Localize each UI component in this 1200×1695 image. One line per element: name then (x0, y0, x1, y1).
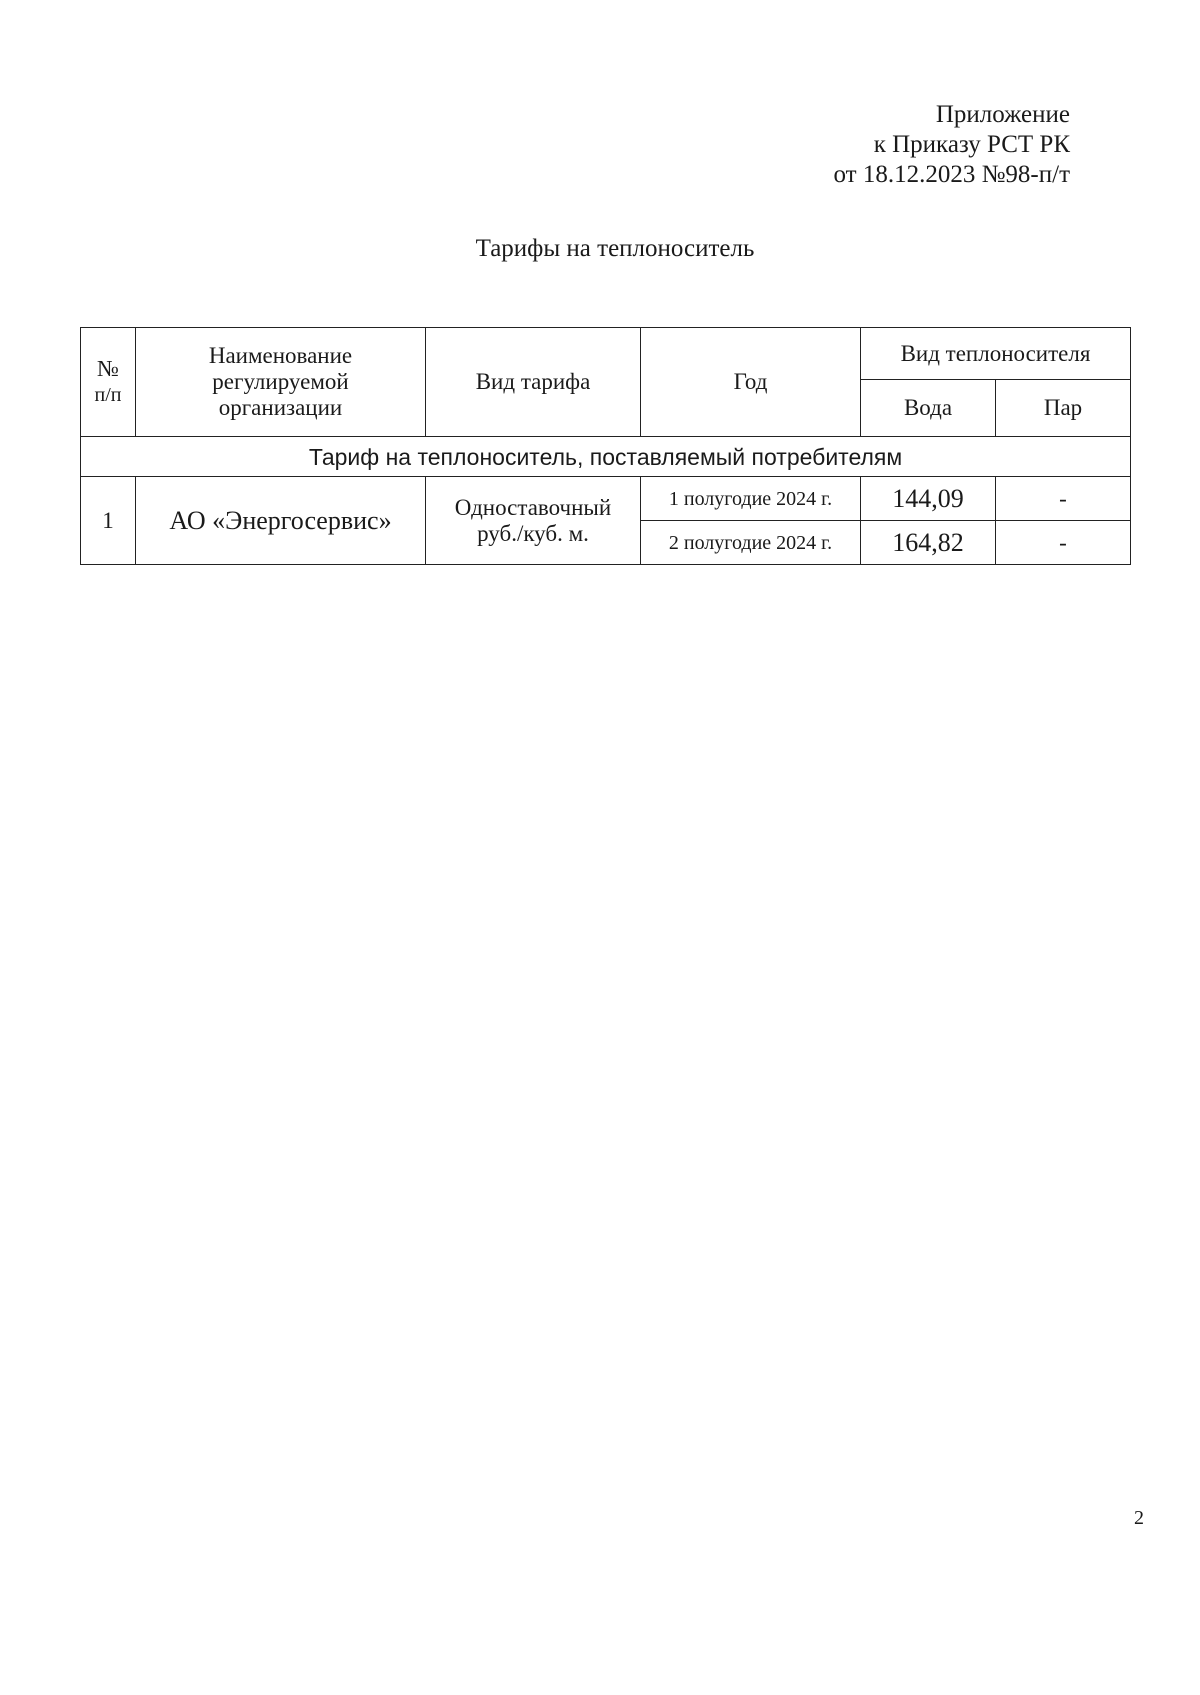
header-organization-line1: Наименование (208, 343, 353, 368)
header-organization (136, 328, 426, 437)
section-title: Тариф на теплоноситель, поставляемый потребителям (81, 437, 1131, 477)
tariff-type-cell (426, 477, 641, 565)
period-year: 1 полугодие 2024 г. (641, 477, 861, 521)
header-carrier-type: Вид теплоносителя (861, 328, 1131, 380)
header-year: Год (641, 328, 861, 437)
tariff-unit: руб./куб. м. (477, 520, 589, 546)
header-number (81, 328, 136, 437)
header-tariff-type: Вид тарифа (426, 328, 641, 437)
organization-name: АО «Энергосервис» (136, 477, 426, 565)
header-steam: Пар (996, 380, 1131, 437)
document-title: Тарифы на теплоноситель (475, 235, 755, 262)
header-organization-line2: регулируемой (212, 369, 349, 394)
appendix-order-ref: к Приказу РСТ РК (873, 131, 1070, 158)
page-number: 2 (1134, 1507, 1144, 1529)
appendix-order-date: от 18.12.2023 №98-п/т (833, 161, 1070, 188)
section-row (81, 437, 1131, 477)
table-header-row (81, 328, 1131, 380)
steam-tariff: - (996, 521, 1131, 565)
tariff-type-name: Одноставочный (454, 494, 612, 520)
header-number-abbr: п/п (94, 384, 122, 406)
header-water: Вода (861, 380, 996, 437)
water-tariff: 164,82 (861, 521, 996, 565)
appendix-label: Приложение (935, 101, 1070, 128)
header-number-symbol: № (97, 356, 119, 381)
steam-tariff: - (996, 477, 1131, 521)
table-row (81, 477, 1131, 521)
row-number: 1 (81, 477, 136, 565)
water-tariff: 144,09 (861, 477, 996, 521)
period-year: 2 полугодие 2024 г. (641, 521, 861, 565)
tariff-table (80, 327, 1131, 565)
header-organization-line3: организации (218, 395, 343, 420)
appendix-header (833, 100, 1070, 190)
